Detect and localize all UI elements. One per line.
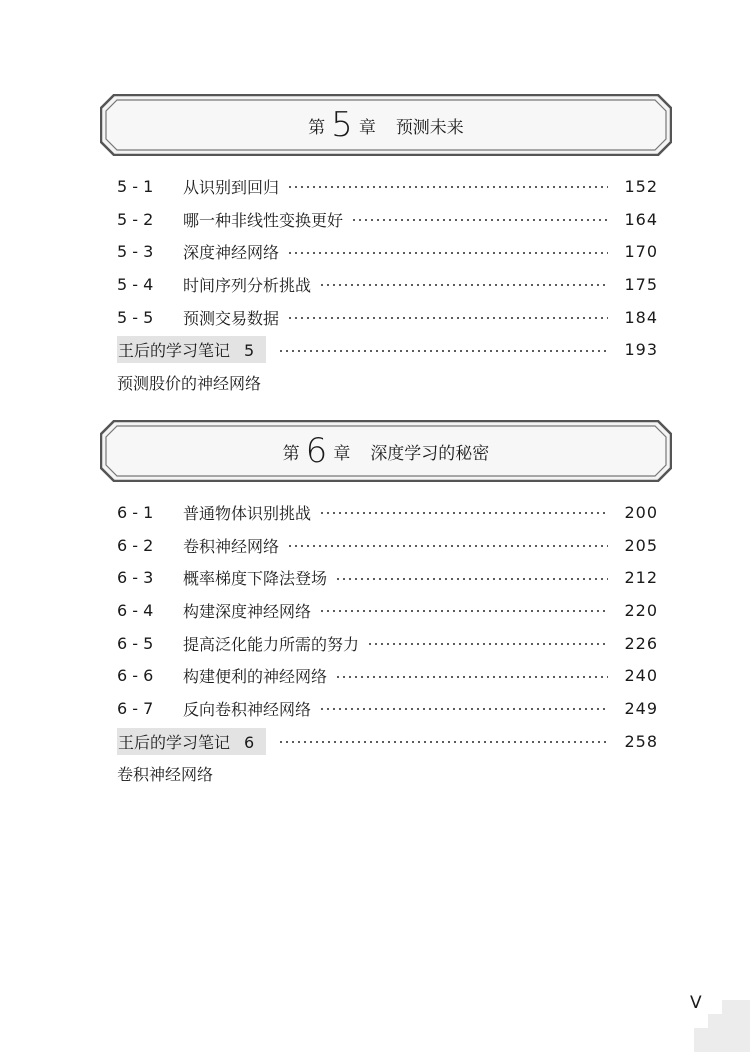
chapter-prefix: 第 [282, 443, 300, 464]
leader-dots [287, 317, 608, 319]
entry-title: 普通物体识别挑战 [183, 503, 312, 523]
entry-title: 卷积神经网络 [183, 536, 280, 556]
entry-number: 6 - 7 [117, 698, 154, 718]
toc-entry[interactable] [117, 659, 658, 692]
note-label-text: 王后的学习笔记 [118, 732, 231, 752]
leader-dots [319, 708, 608, 710]
entry-title: 构建便利的神经网络 [183, 667, 328, 687]
toc-note-entry[interactable] [117, 333, 658, 366]
leader-dots [287, 545, 608, 547]
entry-title: 哪一种非线性变换更好 [183, 210, 344, 230]
entry-number: 6 - 2 [117, 535, 154, 555]
entry-number: 5 - 4 [117, 274, 154, 294]
leader-dots [335, 578, 608, 580]
entry-number: 5 - 1 [117, 176, 154, 196]
leader-dots [367, 643, 608, 645]
entry-page: 205 [624, 535, 658, 555]
toc-entry[interactable] [117, 561, 658, 594]
toc-entry[interactable] [117, 496, 658, 529]
entry-page: 258 [624, 731, 658, 751]
entry-title: 概率梯度下降法登场 [183, 569, 328, 589]
entry-title: 预测交易数据 [183, 308, 280, 328]
leader-dots [278, 741, 608, 743]
corner-block [722, 1000, 750, 1014]
chapter-title: 预测未来 [395, 117, 464, 138]
corner-block [694, 1028, 750, 1052]
study-note-label [117, 728, 266, 755]
chapter-number: 5 [331, 105, 353, 145]
entry-page: 152 [624, 176, 658, 196]
entry-page: 240 [624, 666, 658, 686]
chapter-5-toc [117, 170, 658, 398]
entry-number: 6 - 4 [117, 600, 154, 620]
chapter-6-banner [100, 420, 672, 482]
chapter-suffix: 章 [333, 443, 351, 464]
entry-page: 175 [624, 274, 658, 294]
leader-dots [351, 219, 608, 221]
note-label-text: 王后的学习笔记 [118, 341, 231, 361]
leader-dots [319, 284, 608, 286]
corner-block [708, 1014, 750, 1028]
chapter-6-heading [100, 420, 672, 482]
leader-dots [287, 186, 608, 188]
note-number: 6 [244, 732, 255, 752]
toc-entry[interactable] [117, 627, 658, 660]
toc-note-entry[interactable] [117, 725, 658, 758]
entry-title: 时间序列分析挑战 [183, 275, 312, 295]
chapter-title: 深度学习的秘密 [370, 443, 490, 464]
entry-page: 220 [624, 600, 658, 620]
leader-dots [319, 512, 608, 514]
chapter-5-heading [100, 94, 672, 156]
entry-number: 6 - 6 [117, 666, 154, 686]
toc-entry[interactable] [117, 235, 658, 268]
entry-page: 200 [624, 502, 658, 522]
leader-dots [335, 676, 608, 678]
note-number: 5 [244, 341, 255, 361]
toc-entry[interactable] [117, 203, 658, 236]
chapter-suffix: 章 [358, 117, 376, 138]
toc-entry[interactable] [117, 594, 658, 627]
entry-number: 5 - 3 [117, 242, 154, 262]
toc-entry[interactable] [117, 692, 658, 725]
entry-page: 193 [624, 340, 658, 360]
toc-entry[interactable] [117, 268, 658, 301]
entry-title: 从识别到回归 [183, 177, 280, 197]
entry-page: 170 [624, 242, 658, 262]
entry-title: 构建深度神经网络 [183, 601, 312, 621]
chapter-5-banner [100, 94, 672, 156]
leader-dots [278, 350, 608, 352]
entry-number: 5 - 5 [117, 307, 154, 327]
entry-number: 6 - 3 [117, 568, 154, 588]
note-subtitle: 卷积神经网络 [117, 765, 214, 784]
entry-number: 6 - 5 [117, 633, 154, 653]
entry-title: 提高泛化能力所需的努力 [183, 634, 360, 654]
entry-page: 212 [624, 568, 658, 588]
entry-number: 5 - 2 [117, 209, 154, 229]
page-number: V [690, 993, 702, 1013]
leader-dots [287, 252, 608, 254]
entry-page: 226 [624, 633, 658, 653]
entry-title: 深度神经网络 [183, 243, 280, 263]
entry-page: 249 [624, 698, 658, 718]
note-subtitle: 预测股价的神经网络 [117, 373, 262, 393]
entry-number: 6 - 1 [117, 502, 154, 522]
chapter-number: 6 [305, 431, 328, 471]
toc-entry[interactable] [117, 301, 658, 334]
entry-title: 反向卷积神经网络 [183, 699, 312, 719]
entry-page: 184 [624, 307, 658, 327]
study-note-label [117, 336, 266, 363]
chapter-6-toc [117, 496, 658, 790]
entry-page: 164 [624, 209, 658, 229]
leader-dots [319, 610, 608, 612]
toc-entry[interactable] [117, 170, 658, 203]
toc-entry[interactable] [117, 529, 658, 562]
chapter-prefix: 第 [308, 117, 326, 138]
